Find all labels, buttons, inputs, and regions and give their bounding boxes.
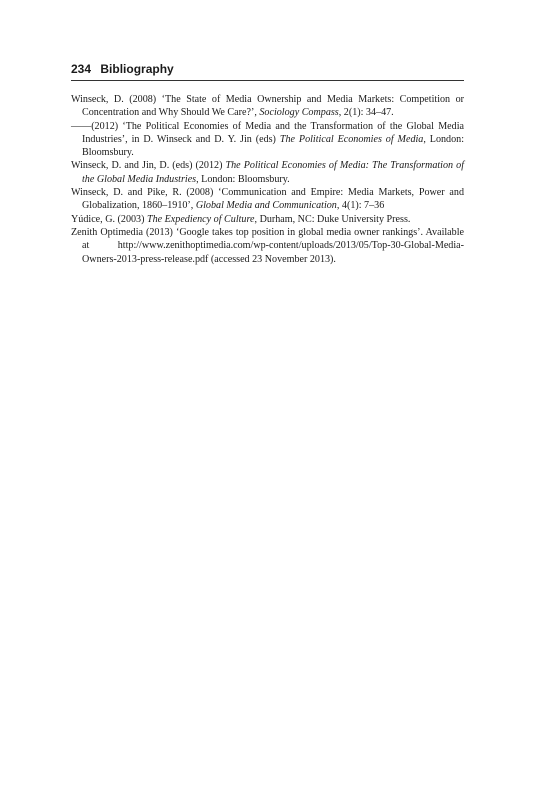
entry-text: Winseck, D. (2008) ‘The State of Media Ownership and Media Markets: Competition or Concentration and Why Should We Care?’, — [71, 94, 464, 119]
entry-text: , 2(1): 34–47. — [338, 107, 394, 119]
entry-title: The Political Economies of Media: The Transformation of the Global Media Industries — [82, 160, 465, 185]
running-head — [71, 62, 464, 78]
bibliography-entry — [71, 226, 464, 266]
entry-text: , Durham, NC: Duke University Press. — [254, 213, 411, 225]
bibliography-entry — [71, 93, 464, 120]
page-number: 234 — [71, 62, 92, 76]
entry-title: Global Media and Communication — [195, 200, 337, 212]
bibliography-list — [71, 93, 464, 266]
bibliography-entry — [71, 159, 464, 186]
entry-title: Sociology Compass — [259, 107, 339, 119]
bibliography-entry — [71, 186, 464, 213]
entry-text: Winseck, D. and Jin, D. (eds) (2012) — [71, 160, 226, 172]
entry-text: , London: Bloomsbury. — [196, 173, 290, 185]
section-title: Bibliography — [100, 62, 174, 76]
entry-text: Zenith Optimedia (2013) ‘Google takes top position in global media owner rankings’. Available at http://www.zenithoptimedia.com/wp-content/uploads/2013/05/Top-30-Global-Media-Owners-2013-press-release.pdf (accessed 23 November 2013). — [71, 226, 464, 265]
bibliography-entry — [71, 213, 464, 226]
entry-title: The Expediency of Culture — [146, 213, 255, 225]
entry-text: Winseck, D. and Pike, R. (2008) ‘Communication and Empire: Media Markets, Power and Globalization, 1860–1910’, — [71, 187, 464, 212]
entry-text: , London: Bloomsbury. — [82, 133, 465, 159]
entry-text: ——(2012) ‘The Political Economies of Media and the Transformation of the Global Media Industries’, in D. Winseck and D. Y. Jin (eds) — [71, 120, 464, 145]
header-rule — [71, 80, 464, 81]
entry-text: Yúdice, G. (2003) — [71, 213, 147, 225]
bibliography-entry — [71, 120, 464, 160]
entry-title: The Political Economies of Media — [279, 133, 424, 145]
entry-text: , 4(1): 7–36 — [336, 200, 385, 212]
